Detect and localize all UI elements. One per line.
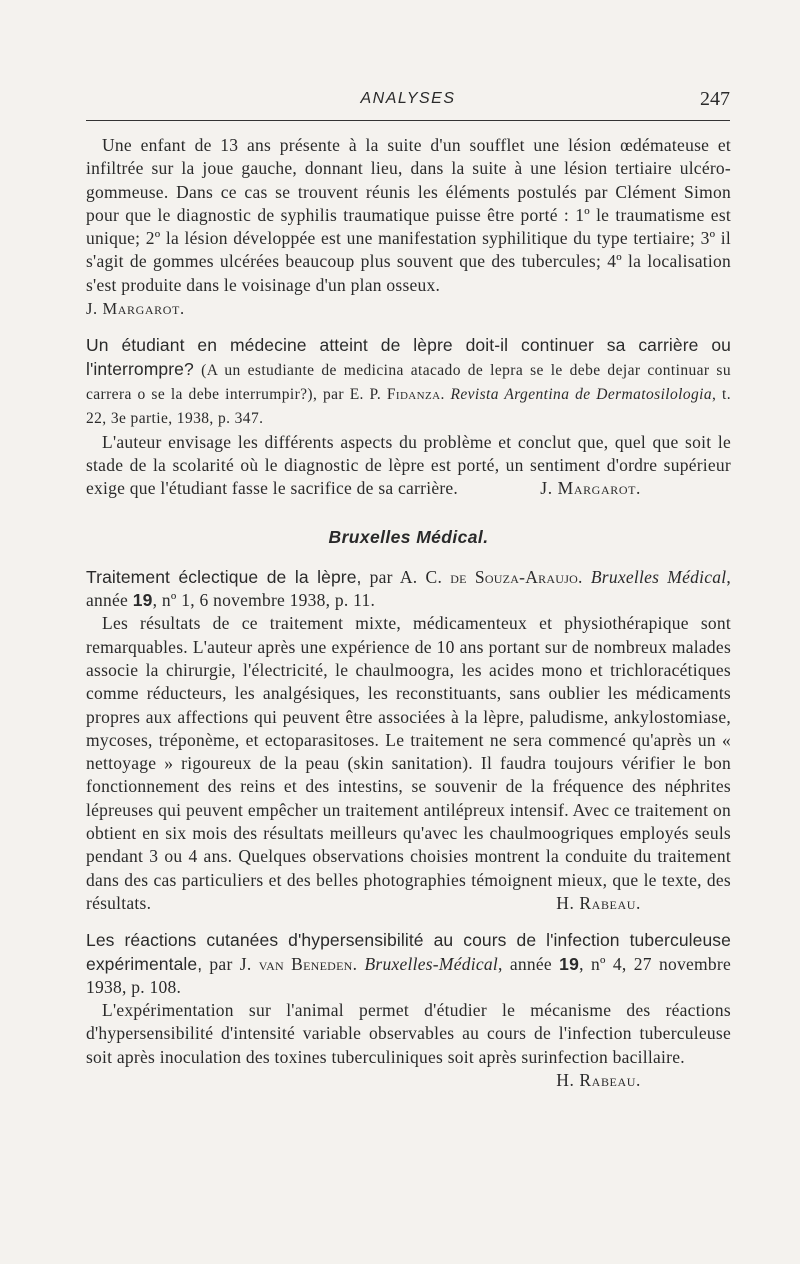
citation-separator: . — [440, 385, 451, 403]
page-number: 247 — [700, 88, 730, 110]
running-head: ANALYSES — [360, 90, 456, 107]
citation-volume: 19 — [132, 590, 153, 611]
article-eclectic-treatment — [86, 566, 731, 915]
citation-mid: , année — [497, 953, 560, 974]
citation-volume: 19 — [559, 953, 580, 974]
citation-prefix: par J. — [202, 953, 259, 974]
intro-signature — [86, 297, 731, 320]
citation-journal: Bruxelles Médical — [590, 566, 727, 587]
citation-separator: . — [578, 566, 591, 587]
citation-prefix: (A un estudiante de medicina atacado de lepra se le debe dejar continuar su carrera o se la debe interrumpir?), par E. P. — [86, 361, 732, 403]
signature-name: J. Margarot. — [86, 299, 185, 319]
article-title: Un étudiant en médecine atteint de lèpre doit-il continuer sa carrière ou l'interrompre? — [86, 335, 731, 379]
citation-author: de Souza-Araujo — [450, 566, 579, 587]
article-body — [86, 999, 731, 1090]
article-title: Les réactions cutanées d'hypersensibilité au cours de l'infection tuberculeuse expérimentale, — [86, 930, 731, 974]
citation-suffix: , t. 22, 3e partie, 1938, p. 347. — [86, 385, 731, 428]
article-signature: J. Margarot. — [540, 478, 641, 499]
article-heading — [86, 566, 731, 613]
article-text: L'auteur envisage les différents aspects du problème et conclut que, quel que soit le stade de la scolarité où le diagnostic de lèpre est porté, un sentiment d'ordre supérieur exige que l'étudiant fasse le sacrifice de sa carrière. — [86, 431, 731, 499]
citation-prefix: par A. C. — [361, 566, 451, 587]
article-signature: H. Rabeau. — [556, 892, 641, 913]
citation-author: Fidanza — [386, 385, 441, 403]
citation-journal: Bruxelles-Médical — [364, 953, 498, 974]
article-leprosy-student — [86, 334, 731, 500]
page-body — [86, 134, 731, 1092]
intro-paragraph: Une enfant de 13 ans présente à la suite d'un soufflet une lésion œdémateuse et infiltrée sur la joue gauche, donnant lieu, dans la suite à une lésion tertiaire ulcéro-gommeuse. Dans ce cas se trouvent réunis les éléments postulés par Clément Simon pour que le diagnostic de syphilis traumatique puisse être porté : 1º le traumatisme est unique; 2º la lésion développée est une manifestation syphilitique du type tertiaire; 3º il s'agit de gommes ulcérées beaucoup plus souvent que des tubercules; 4º la localisation s'est produite dans le voisinage d'un plan osseux. — [86, 135, 731, 295]
article-heading — [86, 929, 731, 999]
page-header — [86, 90, 730, 121]
citation-suffix: , nº 1, 6 novembre 1938, p. 11. — [152, 590, 376, 611]
article-hypersensitivity — [86, 929, 731, 1090]
citation-journal: Revista Argentina de Dermatosilologia — [450, 385, 712, 403]
article-signature: H. Rabeau. — [556, 1069, 641, 1090]
article-body — [86, 431, 731, 501]
article-heading — [86, 334, 731, 430]
citation-mid: , année — [86, 566, 731, 611]
article-text: Les résultats de ce traitement mixte, médicamenteux et physiothérapique sont remarquables. L'auteur après une expérience de 10 ans portant sur de nombreux malades associe la chirurgie, l'électricité, le chaulmoogra, les acides mono et trichloracétiques comme réducteurs, les analgésiques, les reconstituants, sans oublier les médicaments propres aux affections qui peuvent être associées à la lèpre, paludisme, ankylostomiase, mycoses, tréponème, et ectoparasitoses. Le traitement ne sera commencé qu'après un « nettoyage » rigoureux de la peau (skin sanitation). Il faudra toujours vérifier le bon fonctionnement des reins et des intestins, se souvenir de la fréquence des néphrites lépreuses qui peuvent empêcher un traitement antilépreux intensif. Avec ce traitement on obtient en six mois des résultats meilleurs qu'avec les chaulmoogriques employés seuls pendant 3 ou 4 ans. Quelques observations choisies montrent la conduite du traitement dans des cas particuliers et des belles photographies témoignent mieux, que le texte, des résultats. — [86, 613, 731, 913]
article-title: Traitement éclectique de la lèpre, — [86, 566, 362, 587]
citation-suffix: , nº 4, 27 novembre 1938, p. 108. — [86, 953, 731, 997]
article-body — [86, 612, 731, 915]
journal-section-heading: Bruxelles Médical. — [328, 527, 489, 548]
citation-author: van Beneden — [258, 953, 353, 974]
citation-separator: . — [352, 953, 365, 974]
article-text: L'expérimentation sur l'animal permet d'étudier le mécanisme des réactions d'hypersensibilité d'intensité variable observables au cours de l'infection tuberculeuse soit après inoculation des toxines tuberculiniques soit après surinfection bacillaire. — [86, 1000, 731, 1067]
